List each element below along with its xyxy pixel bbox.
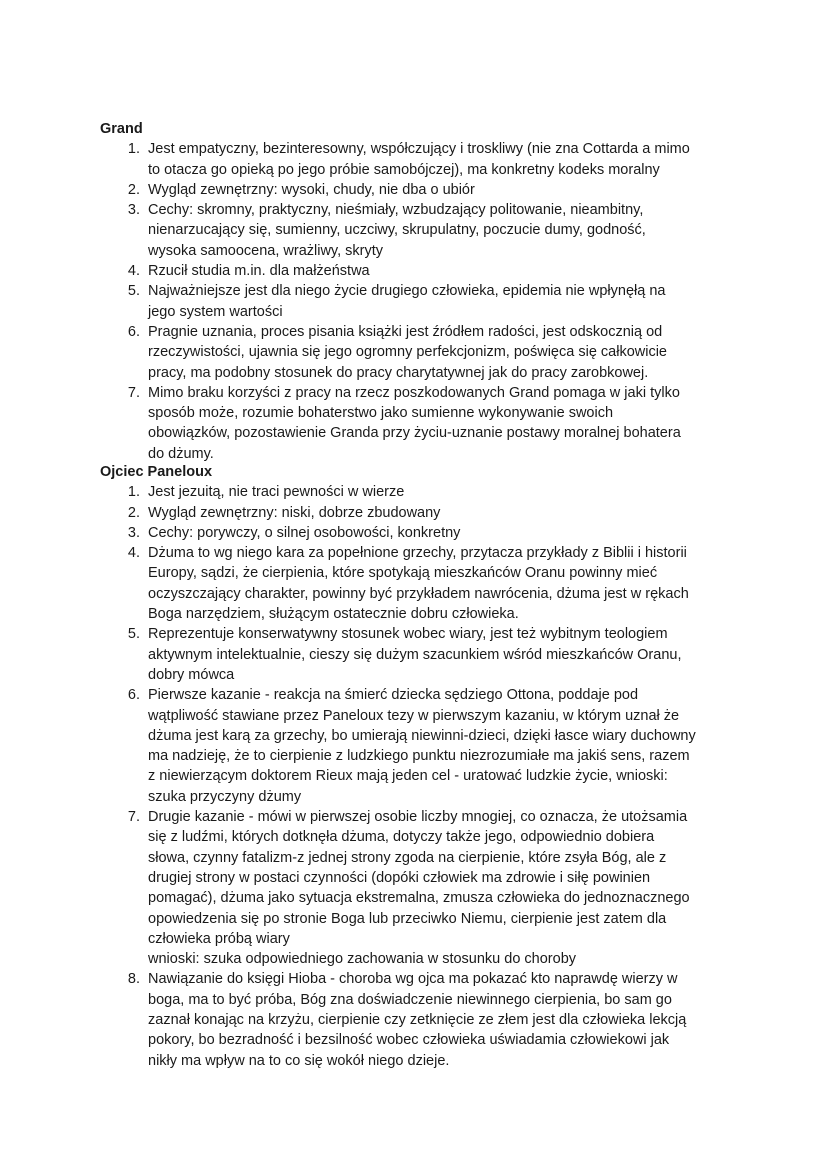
list-item: [100, 281, 740, 322]
item-line: boga, ma to być próba, Bóg zna doświadczenie niewinnego cierpienia, bo sam go: [148, 991, 672, 1008]
list-item: [100, 685, 740, 807]
item-line: Boga narzędziem, służącym ostatecznie dobru człowieka.: [148, 606, 519, 623]
item-number: 1.: [127, 484, 140, 501]
item-line: Najważniejsze jest dla niego życie drugiego człowieka, epidemia nie wpłynęłą na: [148, 283, 666, 300]
item-line: Reprezentuje konserwatywny stosunek wobec wiary, jest też wybitnym teologiem: [148, 626, 668, 643]
item-number: 3.: [127, 202, 140, 219]
item-line: dobry mówca: [148, 666, 235, 683]
item-number: 6.: [127, 687, 140, 704]
item-line: drugiej strony w postaci czynności (dopóki człowiek ma zdrowie i siłę powinien: [148, 869, 651, 886]
item-line: aktywnym intelektualnie, cieszy się dużym szacunkiem wśród mieszkańców Oranu,: [148, 646, 682, 663]
item-conclusion: wnioski: szuka odpowiedniego zachowania w stosunku do choroby: [148, 951, 577, 968]
section-paneloux: [100, 462, 740, 1071]
list-item: [100, 503, 740, 523]
item-line: pomagać), dżuma jako sytuacja ekstremalna, zmusza człowieka do jednoznacznego: [148, 890, 690, 907]
item-line: Wygląd zewnętrzny: niski, dobrze zbudowany: [148, 504, 441, 521]
item-line: słowa, czynny fatalizm-z jednej strony zgoda na cierpienie, które zsyła Bóg, ale z: [148, 849, 667, 866]
item-line: Dżuma to wg niego kara za popełnione grzechy, przytacza przykłady z Biblii i historii: [148, 545, 687, 562]
item-line: ma nadzieję, że to cierpienie z ludzkiego punktu niezrozumiałe ma jakiś sens, razem: [148, 748, 690, 765]
list-item: [100, 523, 740, 543]
item-number: 4.: [127, 545, 140, 562]
item-number: 3.: [127, 524, 140, 541]
item-number: 5.: [127, 626, 140, 643]
item-line: sposób może, rozumie bohaterstwo jako sumienne wykonywanie swoich: [148, 405, 614, 422]
item-line: Nawiązanie do księgi Hioba - choroba wg ojca ma pokazać kto naprawdę wierzy w: [148, 971, 678, 988]
list-item: [100, 969, 740, 1070]
item-number: 5.: [127, 283, 140, 300]
item-line: pokory, bo bezradność i bezsilność wobec człowieka uświadamia człowiekowi jak: [148, 1032, 670, 1049]
item-line: Drugie kazanie - mówi w pierwszej osobie liczby mnogiej, co oznacza, że utożsamia: [148, 809, 688, 826]
item-line: jego system wartości: [148, 303, 283, 320]
item-line: zaznał konając na krzyżu, cierpienie czy zetknięcie ze złem jest dla człowieka lekcją: [148, 1012, 687, 1029]
list-item: [100, 383, 740, 464]
item-line: oczyszczający charakter, powinny być przykładem nawrócenia, dżuma jest w rękach: [148, 585, 689, 602]
item-line: się z ludźmi, których dotknęła dżuma, dotyczy także jego, odpowiednio dobiera: [148, 829, 655, 846]
item-line: wątpliwość stawiane przez Paneloux tezy w pierwszym kazaniu, w którym uznał że: [148, 707, 680, 724]
item-line: szuka przyczyny dżumy: [148, 788, 302, 805]
list-item: [100, 322, 740, 383]
section-heading: Grand: [100, 121, 143, 137]
section-grand: [100, 119, 740, 464]
list-item: [100, 482, 740, 502]
item-line: nienarzucający się, sumienny, uczciwy, skrupulatny, poczucie dumy, godność,: [148, 222, 646, 239]
list-item: [100, 261, 740, 281]
item-number: 4.: [127, 263, 140, 280]
item-number: 7.: [127, 809, 140, 826]
item-line: to otacza go opieką po jego próbie samobójczej), ma konkretny kodeks moralny: [148, 161, 660, 178]
item-line: Pierwsze kazanie - reakcja na śmierć dziecka sędziego Ottona, poddaje pod: [148, 687, 639, 704]
item-line: nikły ma wpływ na to co się wokół niego dzieje.: [148, 1052, 450, 1069]
item-line: Europy, sądzi, że cierpienia, które spotykają mieszkańców Oranu powinny mieć: [148, 565, 658, 582]
item-number: 6.: [127, 323, 140, 340]
section-heading: Ojciec Paneloux: [100, 464, 213, 480]
item-line: Rzucił studia m.in. dla małżeństwa: [148, 263, 370, 280]
item-line: do dżumy.: [148, 445, 214, 462]
item-line: z niewierzącym doktorem Rieux mają jeden cel - uratować ludzkie życie, wnioski:: [148, 768, 668, 785]
trait-list: [100, 482, 740, 1071]
item-line: obowiązków, pozostawienie Granda przy życiu-uznanie postawy moralnej bohatera: [148, 425, 681, 442]
item-number: 8.: [127, 971, 140, 988]
item-line: rzeczywistości, ujawnia się jego ogromny perfekcjonizm, poświęca się całkowicie: [148, 344, 667, 361]
item-line: Cechy: skromny, praktyczny, nieśmiały, wzbudzający politowanie, nieambitny,: [148, 202, 644, 219]
item-line: Jest empatyczny, bezinteresowny, współczujący i troskliwy (nie zna Cottarda a mimo: [148, 141, 690, 158]
item-number: 2.: [127, 181, 140, 198]
item-number: 2.: [127, 504, 140, 521]
list-item: [100, 200, 740, 261]
item-line: Cechy: porywczy, o silnej osobowości, konkretny: [148, 524, 461, 541]
list-item: [100, 807, 740, 969]
item-line: Jest jezuitą, nie traci pewności w wierze: [148, 484, 405, 501]
trait-list: [100, 139, 740, 464]
item-line: Mimo braku korzyści z pracy na rzecz poszkodowanych Grand pomaga w jaki tylko: [148, 384, 680, 401]
item-line: wysoka samoocena, wrażliwy, skryty: [148, 242, 384, 259]
list-item: [100, 180, 740, 200]
list-item: [100, 543, 740, 624]
item-line: człowieka próbą wiary: [148, 930, 290, 947]
list-item: [100, 139, 740, 180]
item-line: Pragnie uznania, proces pisania książki jest źródłem radości, jest odskocznią od: [148, 323, 663, 340]
item-number: 7.: [127, 384, 140, 401]
list-item: [100, 624, 740, 685]
item-line: dżuma jest karą za grzechy, bo umierają niewinni-dzieci, dzięki łasce wiary duchowny: [148, 727, 696, 744]
item-line: pracy, ma podobny stosunek do pracy charytatywnej jak do pracy zarobkowej.: [148, 364, 649, 381]
item-number: 1.: [127, 141, 140, 158]
item-line: opowiedzenia się po stronie Boga lub przeciwko Niemu, cierpienie jest zatem dla: [148, 910, 667, 927]
item-line: Wygląd zewnętrzny: wysoki, chudy, nie dba o ubiór: [148, 181, 475, 198]
